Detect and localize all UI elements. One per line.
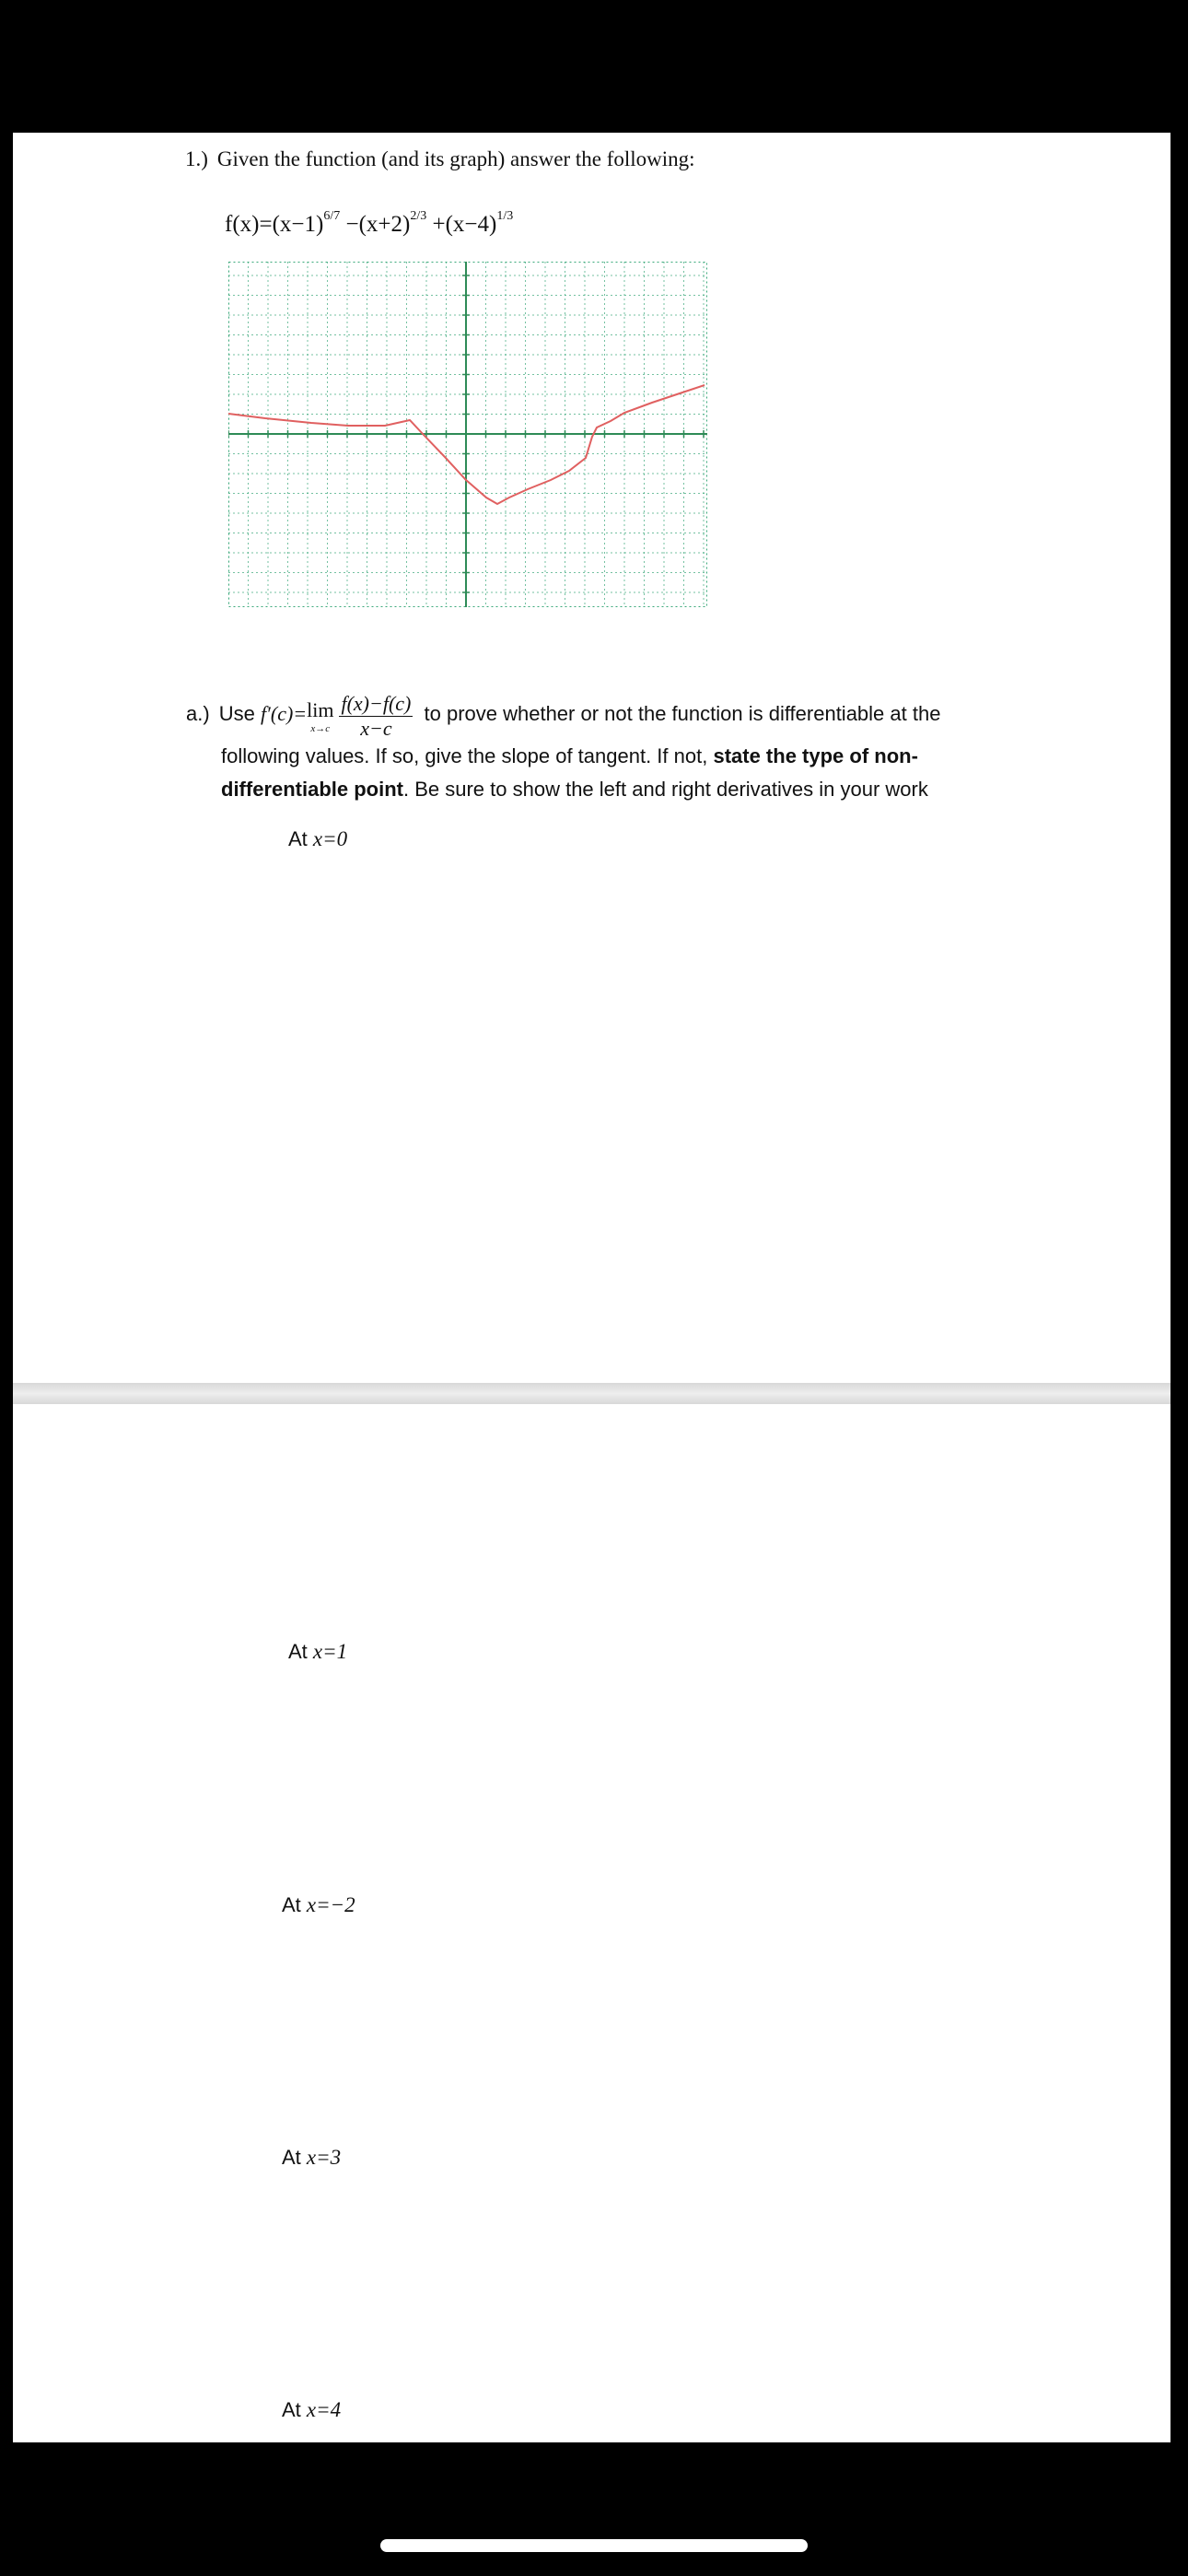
part-a-label: a.) bbox=[186, 702, 210, 725]
point-prefix: At bbox=[288, 827, 308, 850]
formula-term-3: +(x−4) bbox=[426, 212, 497, 237]
question-title bbox=[185, 147, 695, 171]
page-separator bbox=[13, 1383, 1171, 1404]
formula-term-2: −(x+2) bbox=[340, 212, 411, 237]
point-x4 bbox=[282, 2398, 341, 2422]
part-a bbox=[186, 689, 1125, 741]
home-indicator[interactable] bbox=[380, 2539, 808, 2552]
point-prefix: At bbox=[282, 1893, 301, 1916]
point-x0 bbox=[288, 827, 347, 851]
question-number: 1.) bbox=[185, 147, 208, 170]
point-x-neg2 bbox=[282, 1893, 355, 1917]
part-a-use: Use bbox=[218, 702, 255, 725]
question-prompt: Given the function (and its graph) answer the following: bbox=[216, 147, 695, 170]
point-prefix: At bbox=[288, 1640, 308, 1663]
point-x1 bbox=[288, 1640, 347, 1664]
quotient-numerator: f(x)−f(c) bbox=[341, 691, 412, 715]
point-prefix: At bbox=[282, 2398, 301, 2421]
function-graph bbox=[228, 262, 707, 607]
formula-term-1: f(x)=(x−1) bbox=[225, 212, 324, 237]
worksheet-page-2 bbox=[13, 1404, 1171, 2442]
difference-quotient bbox=[339, 692, 413, 741]
limit bbox=[307, 698, 334, 738]
derivative-definition bbox=[261, 689, 418, 740]
part-a-line2 bbox=[221, 744, 918, 768]
point-equation: x=−2 bbox=[306, 1893, 355, 1916]
point-prefix: At bbox=[282, 2146, 301, 2169]
part-a-line2-text: following values. If so, give the slope of tangent. If not, bbox=[221, 744, 708, 767]
limit-text: lim bbox=[307, 698, 334, 722]
point-equation: x=0 bbox=[312, 827, 348, 850]
part-a-line3 bbox=[221, 778, 928, 802]
formula-exp-3: 1/3 bbox=[496, 208, 514, 223]
derivative-lhs: f′(c)= bbox=[260, 702, 308, 726]
point-equation: x=1 bbox=[312, 1640, 348, 1663]
part-a-line2-bold: state the type of non- bbox=[713, 744, 918, 767]
worksheet-page-1 bbox=[13, 133, 1171, 1383]
point-equation: x=4 bbox=[306, 2398, 342, 2421]
limit-subscript: x→c bbox=[310, 723, 331, 735]
quotient-denominator: x−c bbox=[360, 716, 392, 740]
part-a-line1-end: to prove whether or not the function is differentiable at the bbox=[424, 702, 941, 725]
function-formula bbox=[225, 208, 514, 238]
point-equation: x=3 bbox=[306, 2146, 342, 2169]
formula-exp-2: 2/3 bbox=[410, 208, 427, 223]
point-x3 bbox=[282, 2146, 341, 2170]
part-a-line3-bold: differentiable point bbox=[221, 778, 403, 801]
formula-exp-1: 6/7 bbox=[323, 208, 341, 223]
part-a-line3-text: . Be sure to show the left and right derivatives in your work bbox=[403, 778, 928, 801]
